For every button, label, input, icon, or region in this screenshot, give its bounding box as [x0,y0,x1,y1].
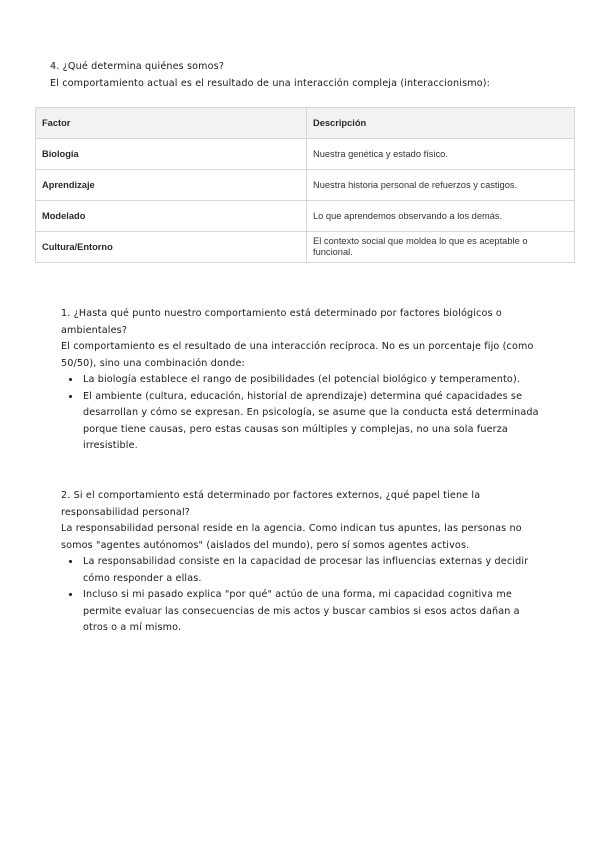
description-cell: Lo que aprendemos observando a los demás. [307,201,575,232]
list-item: • El ambiente (cultura, educación, historial de aprendizaje) determina qué capacidades se desarrollan y cómo se expresan. En psicología, se asume que la conducta está determinada porque tiene causas, pero estas causas son múltiples y complejas, no una sola fuerza irresistible. [81,389,546,455]
list-item: • La biología establece el rango de posibilidades (el potencial biológico y temperamento). [81,372,546,389]
question-1-block [61,306,546,455]
question-2-block [61,488,546,637]
table-row [36,201,575,232]
factors-table [35,107,575,263]
description-cell: Nuestra historia personal de refuerzos y castigos. [307,170,575,201]
description-cell: Nuestra genética y estado físico. [307,139,575,170]
table-row [36,232,575,263]
question-4-answer: El comportamiento actual es el resultado de una interacción compleja (interaccionismo): [50,78,491,89]
header-description: Descripción [307,108,575,139]
question-2-title: 2. Si el comportamiento está determinado por factores externos, ¿qué papel tiene la responsabilidad personal? [61,490,481,518]
list-item: • Incluso si mi pasado explica "por qué" actúo de una forma, mi capacidad cognitiva me permite evaluar las consecuencias de mis actos y buscar cambios si esos actos dañan a otros o a mí mismo. [81,587,546,637]
factor-cell: Cultura/Entorno [36,232,307,263]
question-1-bullets [61,372,546,455]
table-row [36,139,575,170]
question-2-bullets [61,554,546,637]
question-4-title: 4. ¿Qué determina quiénes somos? [50,61,225,72]
factor-cell: Biología [36,139,307,170]
question-2-answer: La responsabilidad personal reside en la agencia. Como indican tus apuntes, las personas no somos "agentes autónomos" (aislados del mundo), pero sí somos agentes activos. [61,523,522,551]
list-item: • La responsabilidad consiste en la capacidad de procesar las influencias externas y decidir cómo responder a ellas. [81,554,546,587]
factor-cell: Aprendizaje [36,170,307,201]
header-factor: Factor [36,108,307,139]
table-header-row [36,108,575,139]
description-cell: El contexto social que moldea lo que es aceptable o funcional. [307,232,575,263]
factor-cell: Modelado [36,201,307,232]
table-row [36,170,575,201]
question-1-answer: El comportamiento es el resultado de una interacción recíproca. No es un porcentaje fijo (como 50/50), sino una combinación donde: [61,341,534,369]
question-1-title: 1. ¿Hasta qué punto nuestro comportamiento está determinado por factores biológicos o ambientales? [61,308,502,336]
